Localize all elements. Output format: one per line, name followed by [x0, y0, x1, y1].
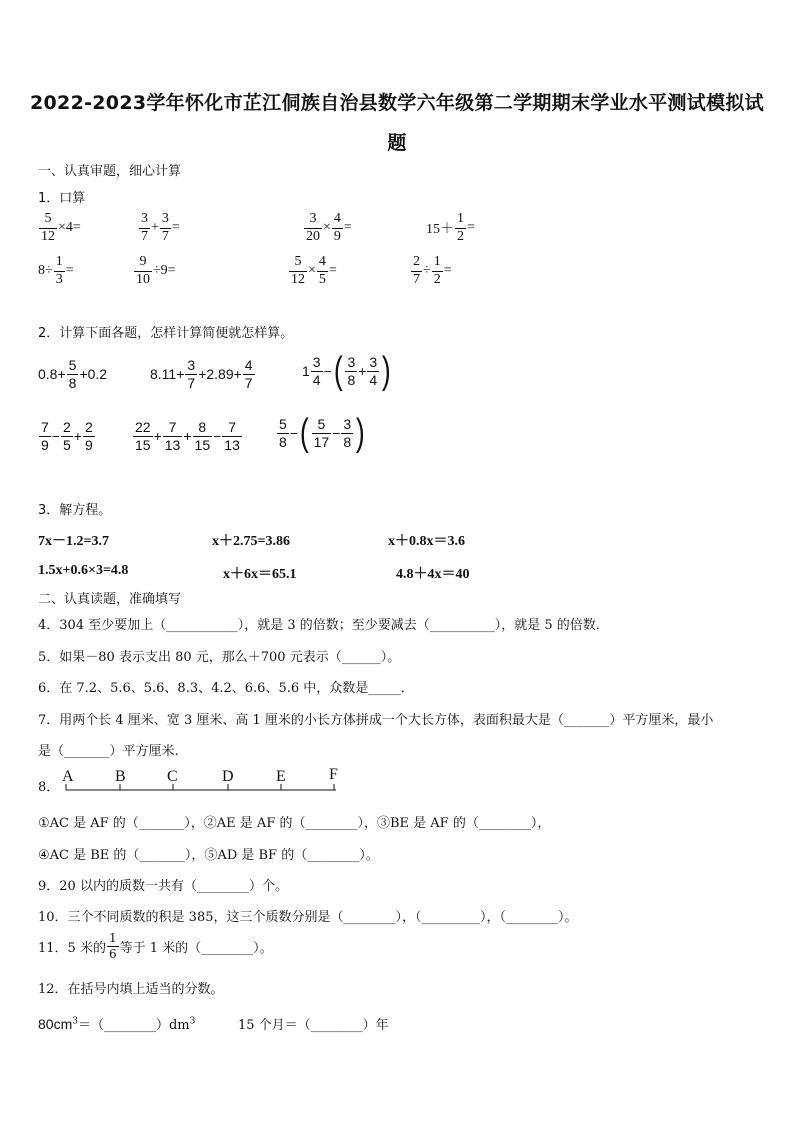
q1-item-3: $\frac{3}{20}$ × $\frac{4}{9}$ =: [306, 211, 352, 244]
point-B: B: [115, 768, 126, 785]
equation-4: 1.5x+0.6×3=4.8: [38, 563, 129, 578]
question-8-label: 8．: [38, 780, 60, 795]
question-12-b: 15 个月＝（________）年: [238, 1018, 389, 1033]
question-5: 5．如果－80 表示支出 80 元，那么＋700 元表示（______）。: [38, 650, 401, 665]
q2-expr-5: $\frac{22}{15}$ + $\frac{7}{13}$ + $\frac{8}{15}$ − $\frac{7}{13}$: [135, 419, 240, 453]
q1-item-5: 8÷ $\frac{1}{3}$ =: [38, 254, 74, 287]
question-7-line1: 7．用两个长 4 厘米、宽 3 厘米、高 1 厘米的小长方体拼成一个大长方体，表面积最大是（_______）平方厘米，最小: [38, 713, 714, 728]
q2-expr-6: $\frac{5}{8}$ −( $\frac{5}{17}$ − $\frac{3}{8}$ ): [279, 412, 365, 454]
q2-expr-4: $\frac{7}{9}$ − $\frac{2}{5}$ + $\frac{2}{9}$: [41, 419, 93, 453]
equation-3: x＋0.8x＝3.6: [388, 534, 465, 549]
point-D: D: [222, 768, 234, 785]
point-E: E: [276, 768, 286, 785]
q3-label: 3．解方程。: [38, 503, 112, 518]
question-11: 11．5 米的 $\frac{1}{6}$ 等于 1 米的（________）。: [38, 931, 273, 961]
page-title-line2: 题: [387, 132, 407, 154]
equation-2: x＋2.75=3.86: [212, 534, 290, 549]
q1-label: 1．口算: [38, 191, 86, 206]
q2-expr-2: 8.11+ $\frac{3}{7}$ +2.89+ $\frac{4}{7}$: [150, 357, 253, 391]
question-4: 4．304 至少要加上（___________），就是 3 的倍数；至少要减去（__________），就是 5 的倍数．: [38, 618, 609, 633]
question-6: 6．在 7.2、5.6、5.6、8.3、4.2、6.6、5.6 中，众数是_____．: [38, 681, 414, 696]
equation-1: 7x－1.2=3.7: [38, 534, 109, 549]
q1-item-7: $\frac{5}{12}$ × $\frac{4}{5}$ =: [291, 254, 337, 287]
q1-item-2: $\frac{3}{7}$ + $\frac{3}{7}$ =: [141, 211, 180, 244]
segment-diagram: [58, 766, 348, 796]
page-title-line1: 2022-2023学年怀化市芷江侗族自治县数学六年级第二学期期末学业水平测试模拟试: [30, 92, 764, 114]
question-10: 10．三个不同质数的积是 385，这三个质数分别是（________），（_________），（________）。: [38, 910, 578, 925]
question-12-a: $80cm^3=(\_\_\_\_\_\_\_\_)dm^3$: [38, 1016, 196, 1033]
equation-5: x＋6x＝65.1: [223, 567, 297, 582]
point-F: F: [329, 766, 338, 783]
section2-heading: 二、认真读题，准确填写: [38, 592, 182, 607]
q2-label: 2．计算下面各题，怎样计算简便就怎样算。: [38, 326, 294, 341]
q2-expr-3: 1 $\frac{3}{4}$ −( $\frac{3}{8}$ + $\frac{3}{4}$ ): [302, 350, 391, 392]
question-8-line2: ④AC 是 BE 的（_______），⑤AD 是 BF 的（________）。: [38, 848, 379, 863]
question-12-label: 12．在括号内填上适当的分数。: [38, 982, 224, 997]
question-7-line2: 是（_______）平方厘米.: [38, 744, 179, 759]
q1-item-1: $\frac{5}{12}$ ×4=: [41, 211, 81, 244]
q1-item-6: $\frac{9}{10}$ ÷9=: [136, 254, 176, 287]
question-9: 9．20 以内的质数一共有（________）个。: [38, 879, 288, 894]
q1-item-8: $\frac{2}{7}$ ÷ $\frac{1}{2}$ =: [413, 254, 452, 287]
point-C: C: [167, 768, 178, 785]
section1-heading: 一、认真审题，细心计算: [38, 164, 182, 179]
point-A: A: [62, 768, 74, 785]
q1-item-4: 15＋ $\frac{1}{2}$ =: [426, 211, 475, 244]
q2-expr-1: 0.8+ $\frac{5}{8}$ +0.2: [38, 357, 108, 391]
equation-6: 4.8＋4x＝40: [396, 567, 470, 582]
question-8-line1: ①AC 是 AF 的（_______），②AE 是 AF 的（________），③BE 是 AF 的（________），: [38, 816, 551, 831]
